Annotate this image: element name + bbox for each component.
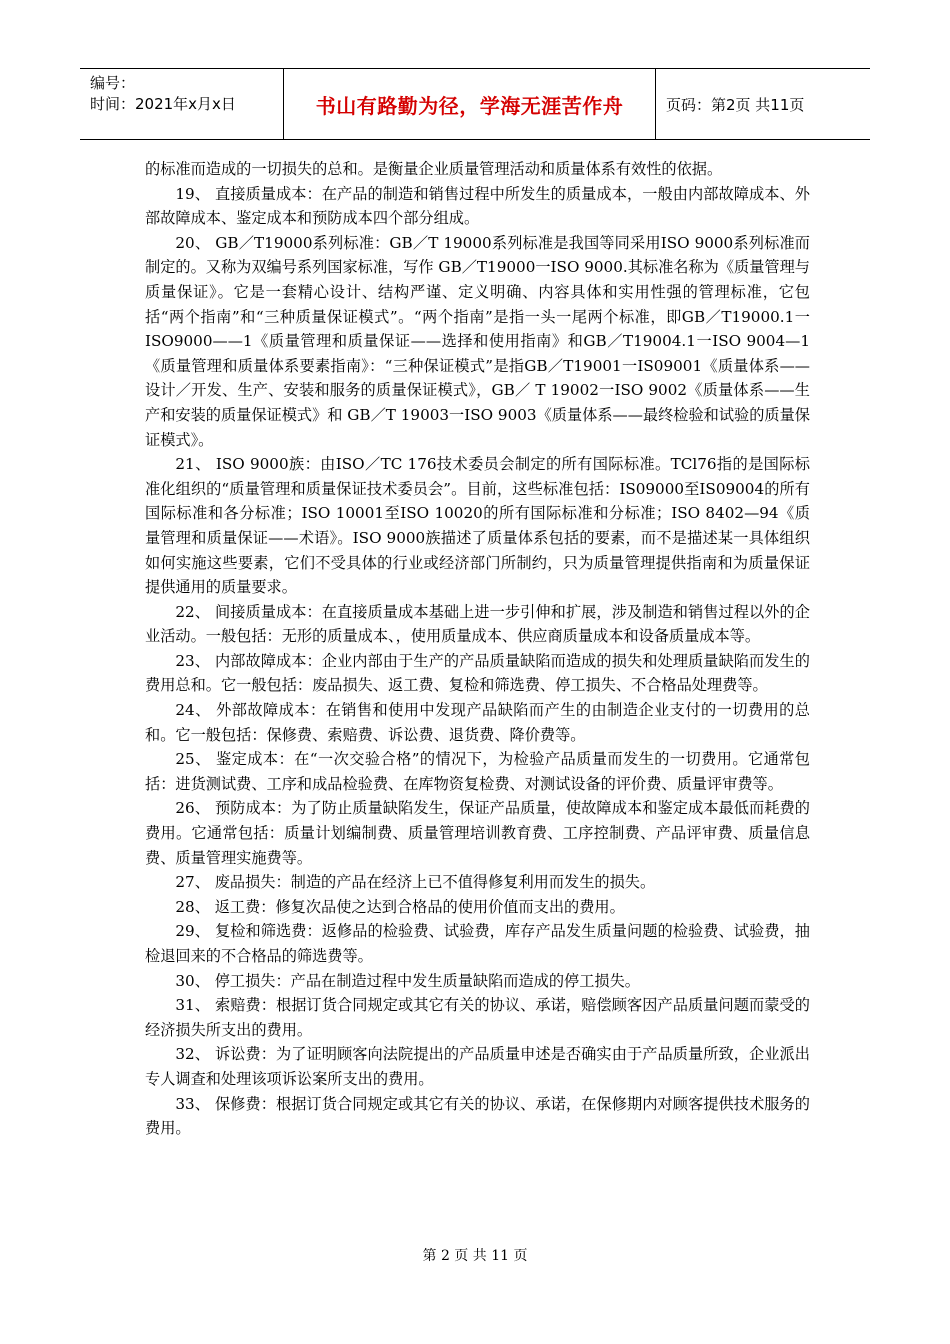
page-label: 页码：第2页 共11页 [666, 95, 805, 114]
paragraph-19: 19、 直接质量成本：在产品的制造和销售过程中所发生的质量成本，一般由内部故障成本、外部故障成本、鉴定成本和预防成本四个部分组成。 [145, 184, 810, 228]
header-meta [80, 69, 284, 139]
paragraph-28: 28、 返工费：修复次品使之达到合格品的使用价值而支出的费用。 [175, 897, 625, 916]
time-label: 时间：2021年x月x日 [90, 95, 236, 113]
motto-text: 书山有路勤为径，学海无涯苦作舟 [315, 93, 624, 118]
paragraph-22: 22、 间接质量成本：在直接质量成本基础上进一步引伸和扩展，涉及制造和销售过程以外的企业活动。一般包括：无形的质量成本、，使用质量成本、供应商质量成本和设备质量成本等。 [145, 602, 810, 646]
header-page-cell [656, 69, 870, 139]
paragraph-continuation: 的标准而造成的一切损失的总和。是衡量企业质量管理活动和质量体系有效性的依据。 [145, 160, 723, 178]
paragraph-20: 20、 GB／T19000系列标准：GB／T 19000系列标准是我国等同采用ISO 9000系列标准而制定的。又称为双编号系列国家标准，写作 GB／T19000一ISO 9000.其标准名称为《质量管理与质量保证》。它是一套精心设计、结构严谨、定义明确、内容具体和实用性强的管理标准，它包括“两个指南”和“三种质量保证模式”。“两个指南”是指一头一尾两个标准，即GB／T19000.1一ISO9000——1《质量管理和质量保证——选择和使用指南》和GB／T19004.1一ISO 9004—1《质量管理和质量体系要素指南》：“三种保证模式”是指GB／T19001一IS09001《质量体系——设计／开发、生产、安装和服务的质量保证模式》，GB／ T 19002一ISO 9002《质量体系——生产和安装的质量保证模式》和 GB／T 19003一ISO 9003《质量体系——最终检验和试验的质量保证模式》。 [145, 233, 810, 449]
page-header [80, 68, 870, 140]
paragraph-32: 32、 诉讼费：为了证明顾客向法院提出的产品质量申述是否确实由于产品质量所致，企业派出专人调查和处理该项诉讼案所支出的费用。 [145, 1045, 810, 1088]
paragraph-31: 31、 索赔费：根据订货合同规定或其它有关的协议、承诺，赔偿顾客因产品质量问题而蒙受的经济损失所支出的费用。 [145, 996, 810, 1039]
paragraph-23: 23、 内部故障成本：企业内部由于生产的产品质量缺陷而造成的损失和处理质量缺陷而发生的费用总和。它一般包括：废品损失、返工费、复检和筛选费、停工损失、不合格品处理费等。 [145, 651, 810, 695]
paragraph-29: 29、 复检和筛选费：返修品的检验费、试验费，库存产品发生质量问题的检验费、试验费，抽检退回来的不合格品的筛选费等。 [145, 922, 810, 965]
number-label: 编号： [90, 74, 136, 92]
paragraph-30: 30、 停工损失：产品在制造过程中发生质量缺陷而造成的停工损失。 [175, 971, 640, 990]
paragraph-24: 24、 外部故障成本：在销售和使用中发现产品缺陷而产生的由制造企业支付的一切费用的总和。它一般包括：保修费、索赔费、诉讼费、退货费、降价费等。 [145, 701, 810, 744]
paragraph-25: 25、 鉴定成本：在“一次交验合格”的情况下，为检验产品质量而发生的一切费用。它通常包括：进货测试费、工序和成品检验费、在库物资复检费、对测试设备的评价费、质量评审费等。 [145, 750, 810, 793]
page-footer: 第 2 页 共 11 页 [422, 1248, 528, 1264]
paragraph-21: 21、 ISO 9000族：由ISO／TC 176技术委员会制定的所有国际标准。TCl76指的是国际标准化组织的“质量管理和质量保证技术委员会”。目前，这些标准包括：IS09000至IS09004的所有国际标准和各分标准；ISO 10001至ISO 10020的所有国际标准和分标准；ISO 8402—94《质量管理和质量保证——术语》。ISO 9000族描述了质量体系包括的要素，而不是描述某一具体组织如何实施这些要素，它们不受具体的行业或经济部门所制约，只为质量管理提供指南和为质量保证提供通用的质量要求。 [145, 455, 810, 597]
paragraph-27: 27、 废品损失：制造的产品在经济上已不值得修复利用而发生的损失。 [175, 873, 656, 892]
paragraph-33: 33、 保修费：根据订货合同规定或其它有关的协议、承诺，在保修期内对顾客提供技术服务的费用。 [145, 1094, 810, 1138]
document-body [145, 157, 810, 1141]
paragraph-26: 26、 预防成本：为了防止质量缺陷发生，保证产品质量，使故障成本和鉴定成本最低而耗费的费用。它通常包括：质量计划编制费、质量管理培训教育费、工序控制费、产品评审费、质量信息费、质量管理实施费等。 [145, 799, 810, 867]
header-motto-cell [284, 69, 656, 139]
